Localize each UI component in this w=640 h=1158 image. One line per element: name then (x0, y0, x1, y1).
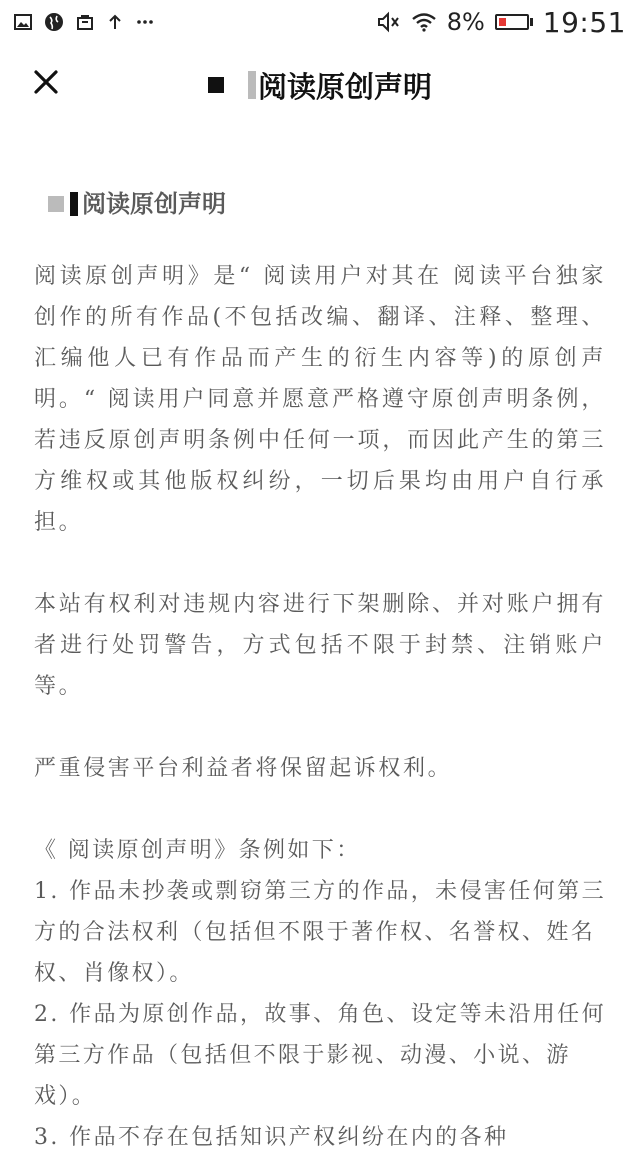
list-item: 1. 作品未抄袭或剽窃第三方的作品，未侵害任何第三方的合法权利（包括但不限于著作权、名誉权、姓名权、肖像权）。 (34, 879, 606, 986)
more-icon (136, 19, 154, 25)
redacted-mark (208, 77, 224, 93)
redacted-mark (70, 192, 78, 216)
mute-icon (377, 11, 401, 33)
list-item: 3. 作品不存在包括知识产权纠纷在内的各种 (34, 1125, 509, 1150)
upload-icon (106, 13, 124, 31)
lawsuit-paragraph: 严重侵害平台利益者将保留起诉权利。 (34, 756, 453, 781)
article-content (34, 180, 606, 1158)
clock: 19:51 (542, 5, 626, 39)
status-right (377, 6, 626, 39)
redacted-mark (248, 71, 256, 99)
image-icon (14, 13, 32, 31)
penalty-paragraph: 本站有权利对违规内容进行下架删除、并对账户拥有者进行处罚警告，方式包括不限于封禁、注销账户等。 (34, 592, 606, 699)
status-bar (0, 0, 640, 44)
article-heading: 阅读原创声明 (34, 180, 606, 228)
battery-percent: 8% (446, 8, 485, 36)
list-intro: 《 阅读原创声明》条例如下： (34, 838, 361, 863)
page-title: 阅读原创声明 (208, 65, 432, 106)
close-icon[interactable] (33, 69, 59, 99)
intro-paragraph: 阅读原创声明》是“ 阅读用户对其在 阅读平台独家创作的所有作品(不包括改编、翻译、注释、整理、汇编他人已有作品而产生的衍生内容等)的原创声明。“ 阅读用户同意并愿意严格遵守原创声明条例，若违反原创声明条例中任何一项，而因此产生的第三方维权或其他版权纠纷，一切后果均由用户自行承担。 (34, 264, 606, 535)
title-bar (0, 52, 640, 118)
close-button[interactable] (26, 64, 66, 104)
globe-icon (44, 12, 64, 32)
status-left-icons (14, 12, 154, 32)
wifi-icon (411, 12, 437, 32)
bag-icon (76, 13, 94, 31)
battery-icon (495, 14, 533, 30)
list-item: 2. 作品为原创作品，故事、角色、设定等未沿用任何第三方作品（包括但不限于影视、动漫、小说、游戏）。 (34, 1002, 606, 1109)
redacted-mark (48, 196, 64, 212)
